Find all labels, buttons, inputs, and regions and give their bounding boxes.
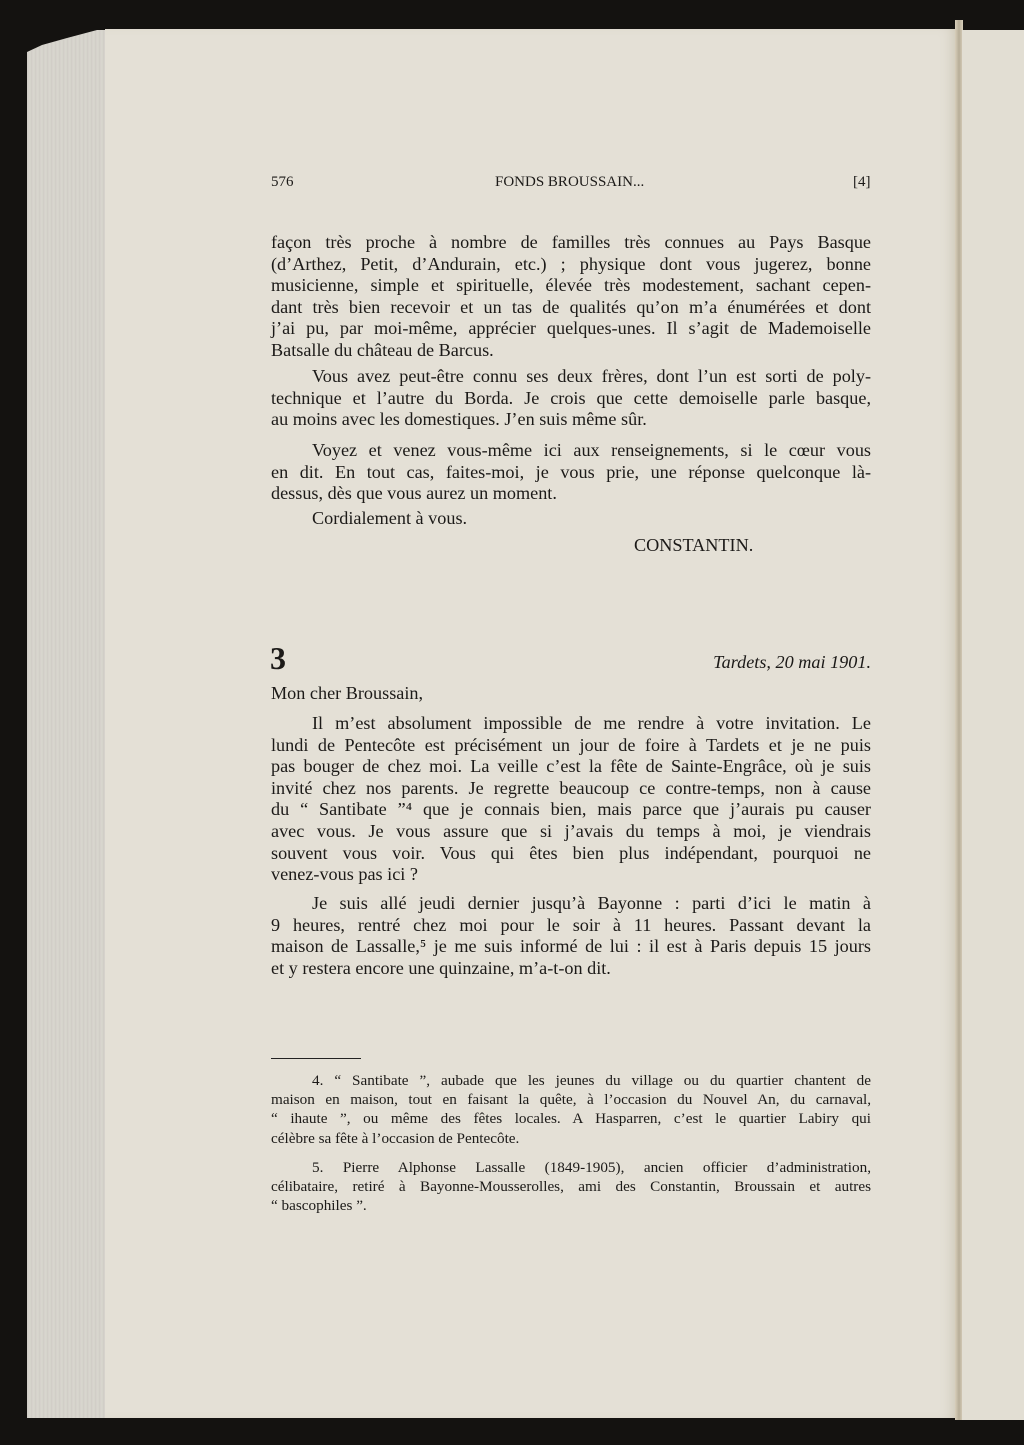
text-line: du “ Santibate ”⁴ que je connais bien, mais parce que j’aurais pu causer bbox=[271, 799, 871, 820]
text-line: Il m’est absolument impossible de me rendre à votre invitation. Le bbox=[312, 713, 871, 733]
text-line: en dit. En tout cas, faites-moi, je vous prie, une réponse quelconque là- bbox=[271, 461, 871, 482]
text-line: maison de Lassalle,⁵ je me suis informé de lui : il est à Paris depuis 15 jours bbox=[271, 936, 871, 957]
next-page-edge bbox=[962, 30, 1024, 1420]
letter-number: 3 bbox=[270, 640, 286, 676]
closing: Cordialement à vous. bbox=[312, 508, 468, 528]
text-line: Voyez et venez vous-même ici aux renseignements, si le cœur vous bbox=[312, 440, 871, 460]
text-line: pas bouger de chez moi. La veille c’est la fête de Sainte-Engrâce, où je suis bbox=[271, 756, 871, 777]
text-line: au moins avec les domestiques. J’en suis même sûr. bbox=[271, 409, 647, 430]
text-line: Vous avez peut-être connu ses deux frères, dont l’un est sorti de poly- bbox=[312, 366, 871, 386]
text-line: Je suis allé jeudi dernier jusqu’à Bayonne : parti d’ici le matin à bbox=[312, 893, 871, 913]
paragraph bbox=[271, 713, 871, 886]
paragraph bbox=[271, 893, 871, 979]
text-line: 9 heures, rentré chez moi pour le soir à 11 heures. Passant devant la bbox=[271, 914, 871, 935]
text-line: (d’Arthez, Petit, d’Andurain, etc.) ; physique dont vous jugerez, bonne bbox=[271, 253, 871, 274]
footnote bbox=[271, 1158, 871, 1216]
section-number: [4] bbox=[853, 174, 871, 190]
signature: CONSTANTIN. bbox=[634, 535, 754, 555]
text-line: technique et l’autre du Borda. Je crois que cette demoiselle parle basque, bbox=[271, 387, 871, 408]
text-line: célibataire, retiré à Bayonne-Mousserolles, ami des Constantin, Broussain et autres bbox=[271, 1178, 871, 1196]
text-line: “ ihaute ”, ou même des fêtes locales. A Hasparren, c’est le quartier Labiry qui bbox=[271, 1110, 871, 1128]
text-line: façon très proche à nombre de familles très connues au Pays Basque bbox=[271, 232, 871, 252]
text-line: invité chez nos parents. Je regrette beaucoup ce contre-temps, non à cause bbox=[271, 777, 871, 798]
text-line: 5. Pierre Alphonse Lassalle (1849-1905), ancien officier d’administration, bbox=[312, 1159, 871, 1176]
text-line: “ bascophiles ”. bbox=[271, 1197, 367, 1215]
footnote bbox=[271, 1071, 871, 1148]
paragraph bbox=[271, 366, 871, 431]
text-line: maison en maison, tout en faisant la quête, à l’occasion du Nouvel An, du carnaval, bbox=[271, 1091, 871, 1109]
text-line: avec vous. Je vous assure que si j’avais du temps à moi, je viendrais bbox=[271, 820, 871, 841]
text-line: venez-vous pas ici ? bbox=[271, 864, 418, 885]
salutation: Mon cher Broussain, bbox=[271, 683, 424, 703]
running-title: FONDS BROUSSAIN... bbox=[495, 174, 645, 190]
text-line: Batsalle du château de Barcus. bbox=[271, 339, 494, 360]
text-line: dessus, dès que vous aurez un moment. bbox=[271, 483, 557, 504]
text-line: musicienne, simple et spirituelle, élevée très modestement, sachant cepen- bbox=[271, 275, 871, 296]
paragraph bbox=[271, 440, 871, 505]
text-line: célèbre sa fête à l’occasion de Pentecôte. bbox=[271, 1129, 520, 1147]
page-number: 576 bbox=[271, 174, 294, 190]
page-stack-edge bbox=[27, 30, 107, 1418]
paragraph bbox=[271, 232, 871, 362]
text-line: lundi de Pentecôte est précisément un jour de foire à Tardets et je ne puis bbox=[271, 734, 871, 755]
text-line: souvent vous voir. Vous qui êtes bien plus indépendant, pourquoi ne bbox=[271, 842, 871, 863]
text-line: dant très bien recevoir et un tas de qualités qu’on m’a énumérées et dont bbox=[271, 296, 871, 317]
text-line: et y restera encore une quinzaine, m’a-t-on dit. bbox=[271, 957, 611, 978]
letter-date: Tardets, 20 mai 1901. bbox=[713, 652, 871, 672]
text-line: 4. “ Santibate ”, aubade que les jeunes du village ou du quartier chantent de bbox=[312, 1072, 871, 1089]
footnote-rule bbox=[271, 1058, 361, 1059]
text-line: j’ai pu, par moi-même, apprécier quelques-unes. Il s’agit de Mademoiselle bbox=[271, 318, 871, 339]
